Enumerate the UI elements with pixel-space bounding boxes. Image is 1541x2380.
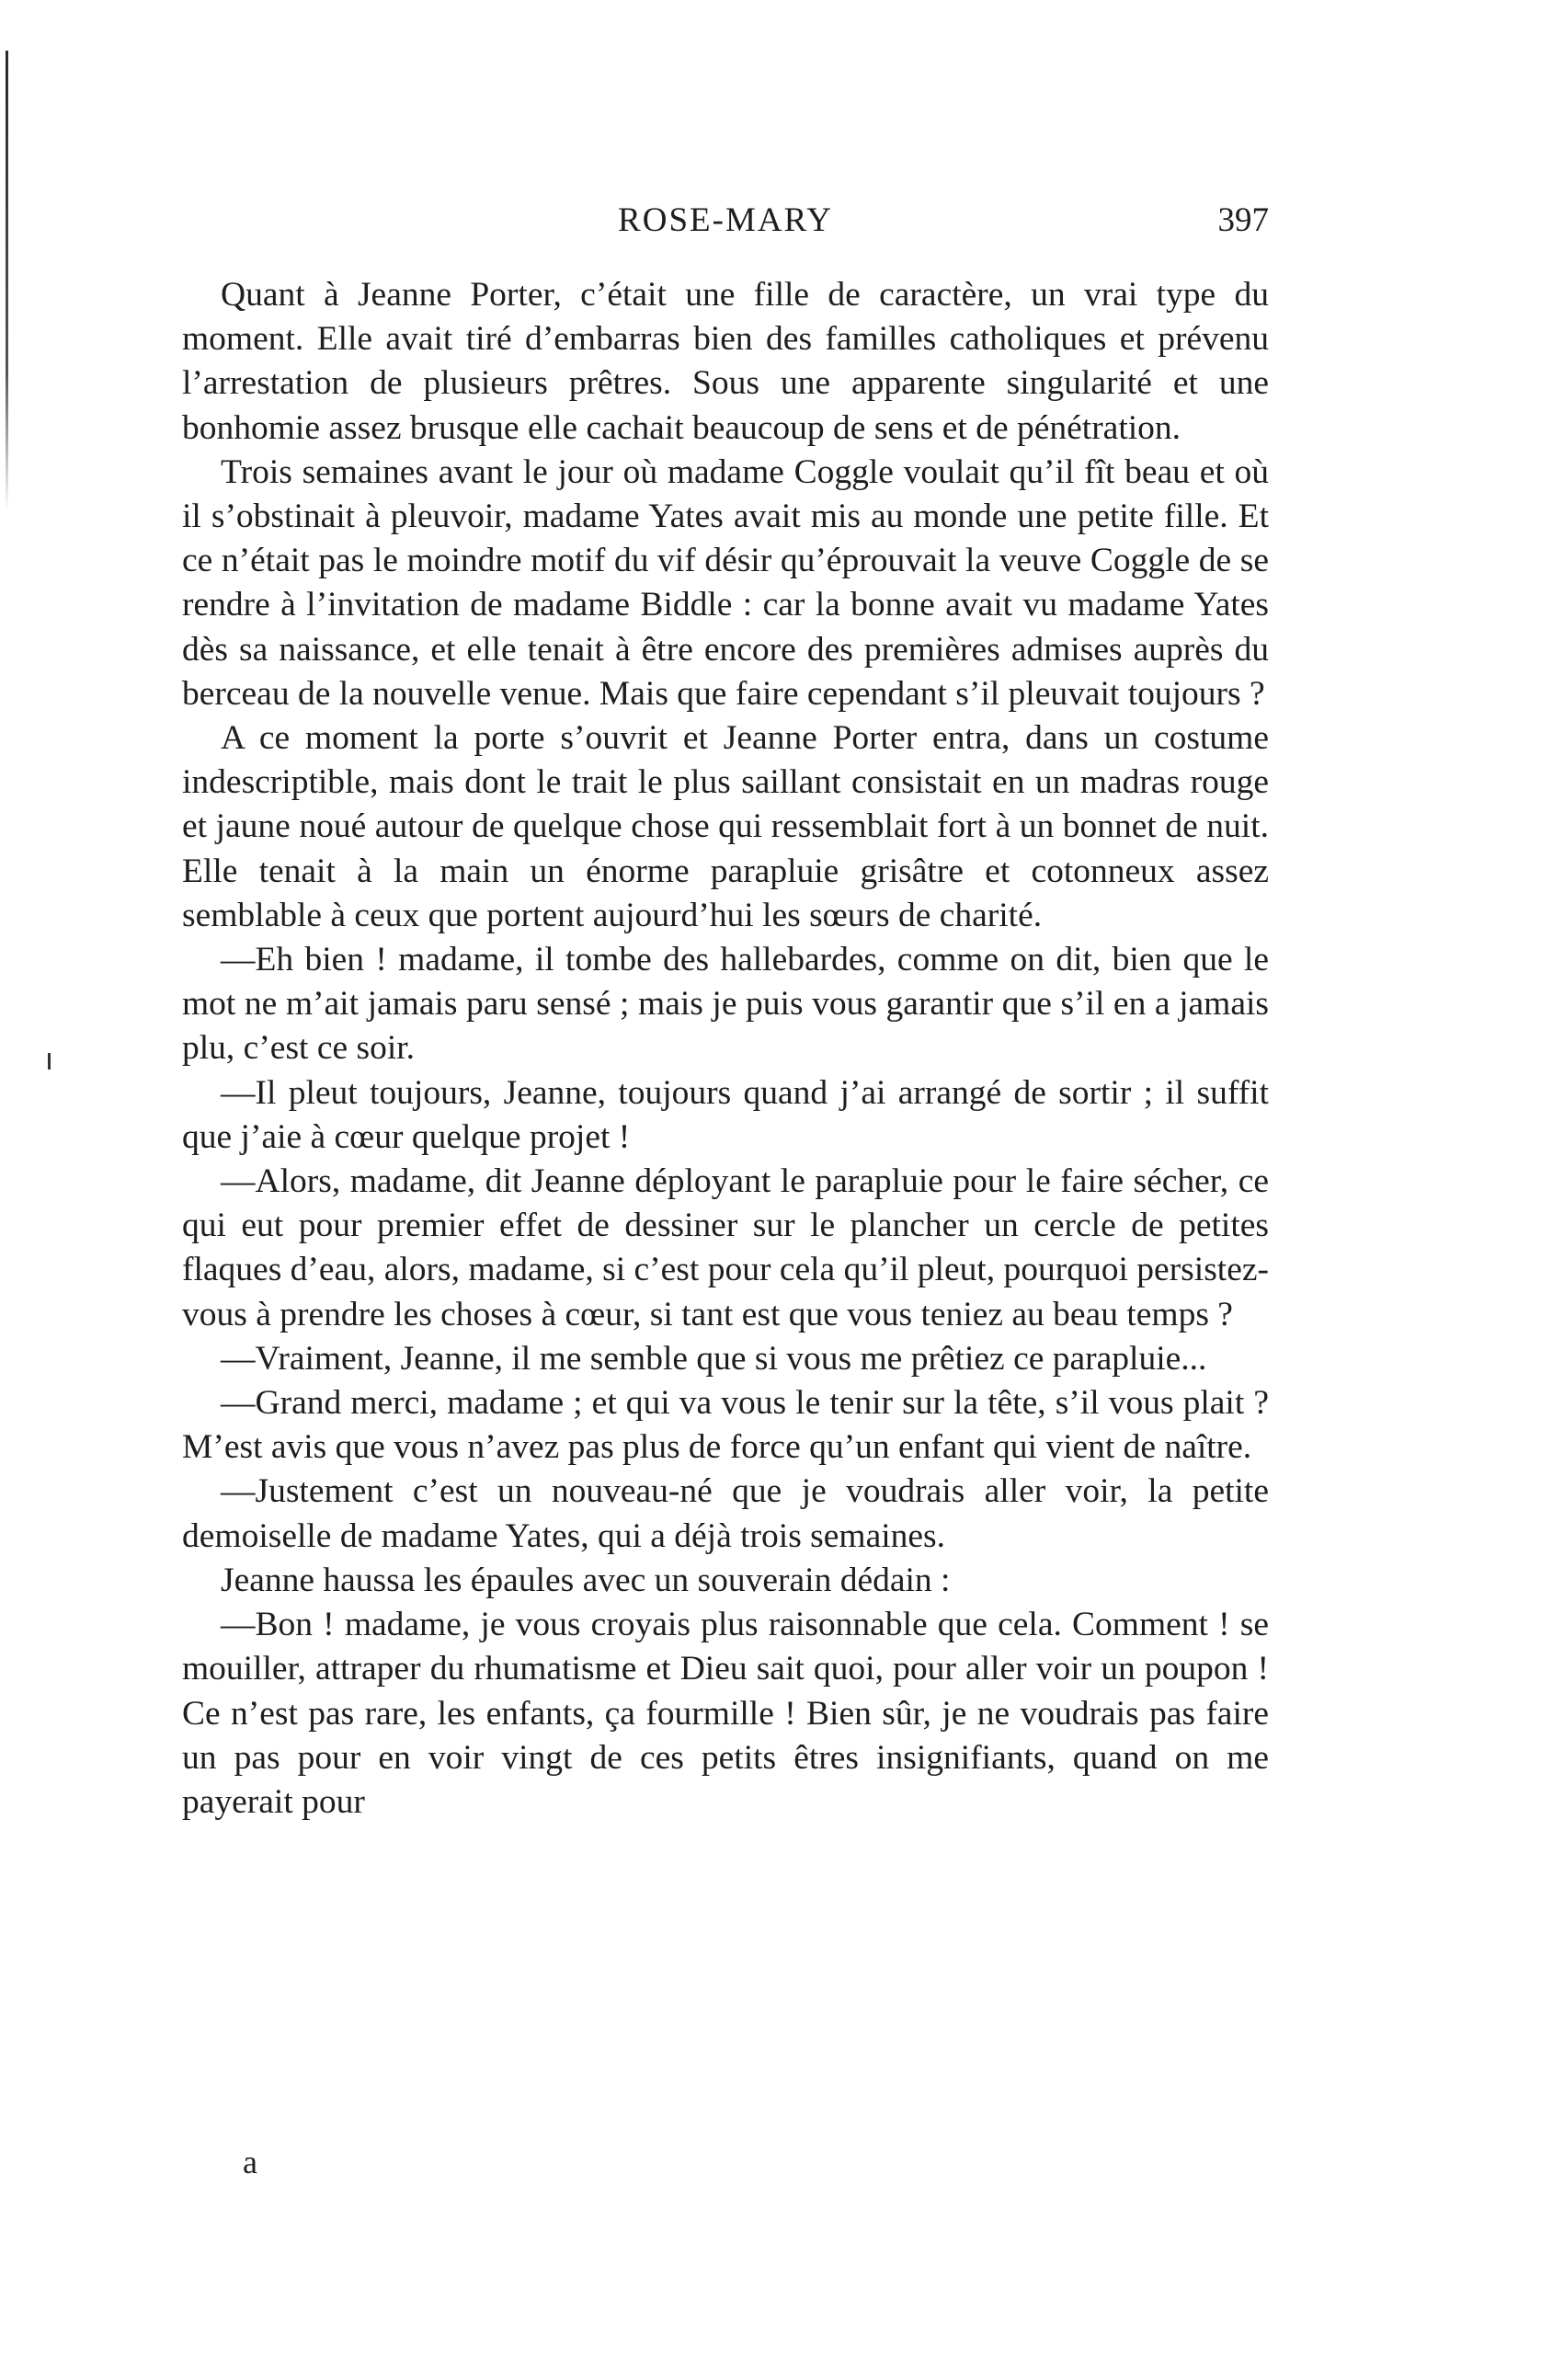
page-number: 397	[1217, 201, 1269, 239]
paragraph: Quant à Jeanne Porter, c’était une fille de caractère, un vrai type du moment. Elle avait tiré d’embarras bien des familles catholiques et prévenu l’arrestation de plusieurs prêtres. Sous une apparente singularité et une bonhomie assez brusque elle cachait beaucoup de sens et de pénétration.	[182, 276, 1269, 447]
page-header	[182, 200, 1269, 252]
running-title: ROSE-MARY	[618, 201, 833, 239]
paragraph: Trois semaines avant le jour où madame Coggle voulait qu’il fît beau et où il s’obstinait à pleuvoir, madame Yates avait mis au monde une petite fille. Et ce n’était pas le moindre motif du vif désir qu’éprouvait la veuve Coggle de se rendre à l’invitation de madame Biddle : car la bonne avait vu madame Yates dès sa naissance, et elle tenait à être encore des premières admises auprès du berceau de la nouvelle venue. Mais que faire cependant s’il pleuvait toujours ?	[182, 452, 1269, 713]
scan-margin-edge	[6, 51, 8, 510]
paragraph: —Eh bien ! madame, il tombe des hallebardes, comme on dit, bien que le mot ne m’ait jamais paru sensé ; mais je puis vous garantir que s’il en a jamais plu, c’est ce soir.	[182, 941, 1269, 1068]
paragraph: —Bon ! madame, je vous croyais plus raisonnable que cela. Comment ! se mouiller, attraper du rhumatisme et Dieu sait quoi, pour aller voir un poupon ! Ce n’est pas rare, les enfants, ça fourmille ! Bien sûr, je ne voudrais pas faire un pas pour en voir vingt de ces petits êtres insignifiants, quand on me payerait pour	[182, 1606, 1269, 1821]
paragraph: —Vraiment, Jeanne, il me semble que si vous me prêtiez ce parapluie...	[221, 1339, 1207, 1378]
paragraph: —Alors, madame, dit Jeanne déployant le parapluie pour le faire sécher, ce qui eut pour premier effet de dessiner sur le plancher un cercle de petites flaques d’eau, alors, madame, si c’est pour cela qu’il pleut, pourquoi persistez-vous à prendre les choses à cœur, si tant est que vous teniez au beau temps ?	[182, 1162, 1269, 1333]
scan-margin-mark	[48, 1053, 51, 1070]
signature-mark: a	[243, 2144, 257, 2180]
paragraph: —Il pleut toujours, Jeanne, toujours quand j’ai arrangé de sortir ; il suffit que j’aie à cœur quelque projet !	[182, 1073, 1269, 1156]
paragraph: Jeanne haussa les épaules avec un souverain dédain :	[221, 1561, 951, 1599]
paragraph: A ce moment la porte s’ouvrit et Jeanne Porter entra, dans un costume indescriptible, mais dont le trait le plus saillant consistait en un madras rouge et jaune noué autour de quelque chose qui ressemblait fort à un bonnet de nuit. Elle tenait à la main un énorme parapluie grisâtre et cotonneux assez semblable à ceux que portent aujourd’hui les sœurs de charité.	[182, 719, 1269, 934]
paragraph: —Grand merci, madame ; et qui va vous le tenir sur la tête, s’il vous plait ? M’est avis que vous n’avez pas plus de force qu’un enfant qui vient de naître.	[182, 1384, 1269, 1467]
paragraph: —Justement c’est un nouveau-né que je voudrais aller voir, la petite demoiselle de madame Yates, qui a déjà trois semaines.	[182, 1472, 1269, 1555]
body-text	[182, 273, 1269, 1825]
